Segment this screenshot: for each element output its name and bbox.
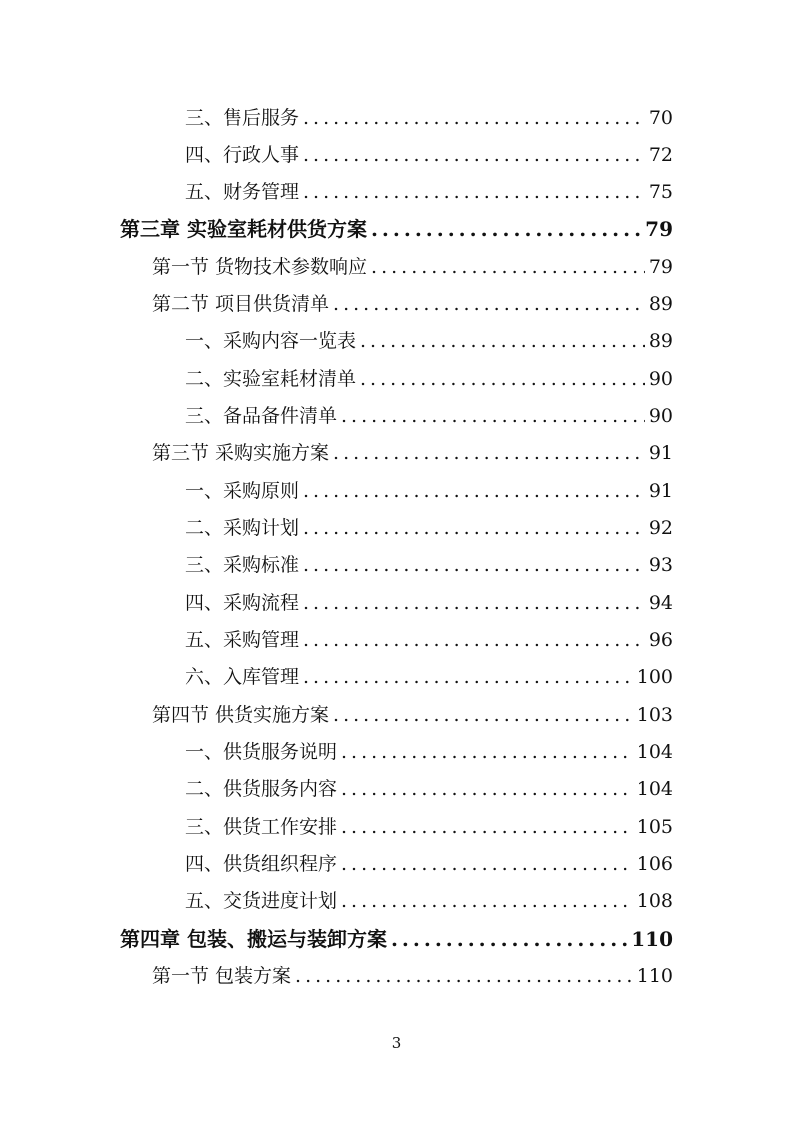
toc-leader-dots xyxy=(303,547,645,584)
toc-entry-label: 五、采购管理 xyxy=(185,629,300,651)
toc-entry-page: 100 xyxy=(636,666,673,688)
toc-entry-page: 75 xyxy=(648,181,673,203)
toc-entry[interactable] xyxy=(185,846,673,883)
toc-entry-label: 三、供货工作安排 xyxy=(185,816,338,838)
toc-entry-label: 第一节 货物技术参数响应 xyxy=(152,256,368,278)
toc-entry-label: 四、采购流程 xyxy=(185,592,300,614)
toc-leader-dots xyxy=(391,921,627,958)
toc-entry-page: 72 xyxy=(648,144,673,166)
toc-leader-dots xyxy=(341,398,645,435)
toc-leader-dots xyxy=(303,100,645,137)
toc-entry-page: 91 xyxy=(648,442,673,464)
toc-section-entry[interactable] xyxy=(152,697,673,734)
toc-entry-page: 104 xyxy=(636,778,673,800)
toc-leader-dots xyxy=(333,697,633,734)
toc-entry[interactable] xyxy=(185,174,673,211)
toc-entry[interactable] xyxy=(185,323,673,360)
toc-leader-dots xyxy=(371,211,641,248)
toc-entry-label: 四、供货组织程序 xyxy=(185,853,338,875)
toc-entry-page: 110 xyxy=(631,927,673,951)
toc-entry[interactable] xyxy=(185,137,673,174)
toc-entry-label: 第三章 实验室耗材供货方案 xyxy=(120,217,367,241)
toc-entry[interactable] xyxy=(185,398,673,435)
toc-entry-label: 三、采购标准 xyxy=(185,554,300,576)
toc-chapter-entry[interactable] xyxy=(120,211,673,248)
toc-leader-dots xyxy=(371,249,645,286)
toc-entry-page: 94 xyxy=(648,592,673,614)
toc-entry-label: 第四节 供货实施方案 xyxy=(152,704,330,726)
toc-entry-label: 四、行政人事 xyxy=(185,144,300,166)
toc-entry-page: 79 xyxy=(645,217,673,241)
toc-section-entry[interactable] xyxy=(152,249,673,286)
toc-entry-page: 105 xyxy=(636,816,673,838)
toc-section-entry[interactable] xyxy=(152,286,673,323)
toc-entry-label: 第一节 包装方案 xyxy=(152,965,292,987)
toc-leader-dots xyxy=(303,174,645,211)
toc-entry[interactable] xyxy=(185,809,673,846)
toc-entry-page: 70 xyxy=(648,107,673,129)
toc-leader-dots xyxy=(341,734,633,771)
toc-entry[interactable] xyxy=(185,510,673,547)
toc-entry[interactable] xyxy=(185,361,673,398)
toc-leader-dots xyxy=(341,846,633,883)
toc-entry-label: 一、采购原则 xyxy=(185,480,300,502)
toc-entry[interactable] xyxy=(185,659,673,696)
toc-entry-label: 第四章 包装、搬运与装卸方案 xyxy=(120,927,387,951)
toc-entry-page: 103 xyxy=(636,704,673,726)
toc-leader-dots xyxy=(341,809,633,846)
toc-entry-label: 二、供货服务内容 xyxy=(185,778,338,800)
toc-entry[interactable] xyxy=(185,734,673,771)
toc-entry-page: 79 xyxy=(648,256,673,278)
toc-leader-dots xyxy=(360,361,645,398)
toc-entry-page: 91 xyxy=(648,480,673,502)
toc-entry-page: 90 xyxy=(648,368,673,390)
toc-leader-dots xyxy=(341,771,633,808)
toc-entry-page: 89 xyxy=(648,293,673,315)
toc-leader-dots xyxy=(303,659,633,696)
toc-entry-label: 六、入库管理 xyxy=(185,666,300,688)
toc-leader-dots xyxy=(360,323,645,360)
toc-entry[interactable] xyxy=(185,883,673,920)
toc-entry-label: 第二节 项目供货清单 xyxy=(152,293,330,315)
toc-leader-dots xyxy=(303,473,645,510)
toc-leader-dots xyxy=(333,435,645,472)
toc-leader-dots xyxy=(303,622,645,659)
toc-section-entry[interactable] xyxy=(152,435,673,472)
toc-section-entry[interactable] xyxy=(152,958,673,995)
toc-entry-label: 三、售后服务 xyxy=(185,107,300,129)
toc-entry-page: 104 xyxy=(636,741,673,763)
toc-leader-dots xyxy=(295,958,633,995)
page-number: 3 xyxy=(391,1034,402,1052)
toc-leader-dots xyxy=(303,137,645,174)
toc-entry[interactable] xyxy=(185,547,673,584)
toc-entry-label: 一、采购内容一览表 xyxy=(185,330,357,352)
toc-entry-page: 108 xyxy=(636,890,673,912)
toc-leader-dots xyxy=(303,510,645,547)
toc-entry-label: 一、供货服务说明 xyxy=(185,741,338,763)
toc-entry-page: 90 xyxy=(648,405,673,427)
toc-entry-page: 106 xyxy=(636,853,673,875)
toc-entry[interactable] xyxy=(185,585,673,622)
toc-leader-dots xyxy=(341,883,633,920)
toc-entry-page: 89 xyxy=(648,330,673,352)
toc-entry[interactable] xyxy=(185,622,673,659)
toc-entry-label: 二、采购计划 xyxy=(185,517,300,539)
toc-entry-label: 五、财务管理 xyxy=(185,181,300,203)
toc-entry-page: 93 xyxy=(648,554,673,576)
toc-chapter-entry[interactable] xyxy=(120,921,673,958)
toc-entry-label: 五、交货进度计划 xyxy=(185,890,338,912)
toc-entry-label: 二、实验室耗材清单 xyxy=(185,368,357,390)
toc-entry-label: 第三节 采购实施方案 xyxy=(152,442,330,464)
toc-entry[interactable] xyxy=(185,100,673,137)
toc-entry-label: 三、备品备件清单 xyxy=(185,405,338,427)
toc-entry-page: 110 xyxy=(636,965,673,987)
toc-entry[interactable] xyxy=(185,473,673,510)
toc-entry[interactable] xyxy=(185,771,673,808)
toc-leader-dots xyxy=(303,585,645,622)
toc-leader-dots xyxy=(333,286,645,323)
toc-entry-page: 96 xyxy=(648,629,673,651)
toc-entry-page: 92 xyxy=(648,517,673,539)
